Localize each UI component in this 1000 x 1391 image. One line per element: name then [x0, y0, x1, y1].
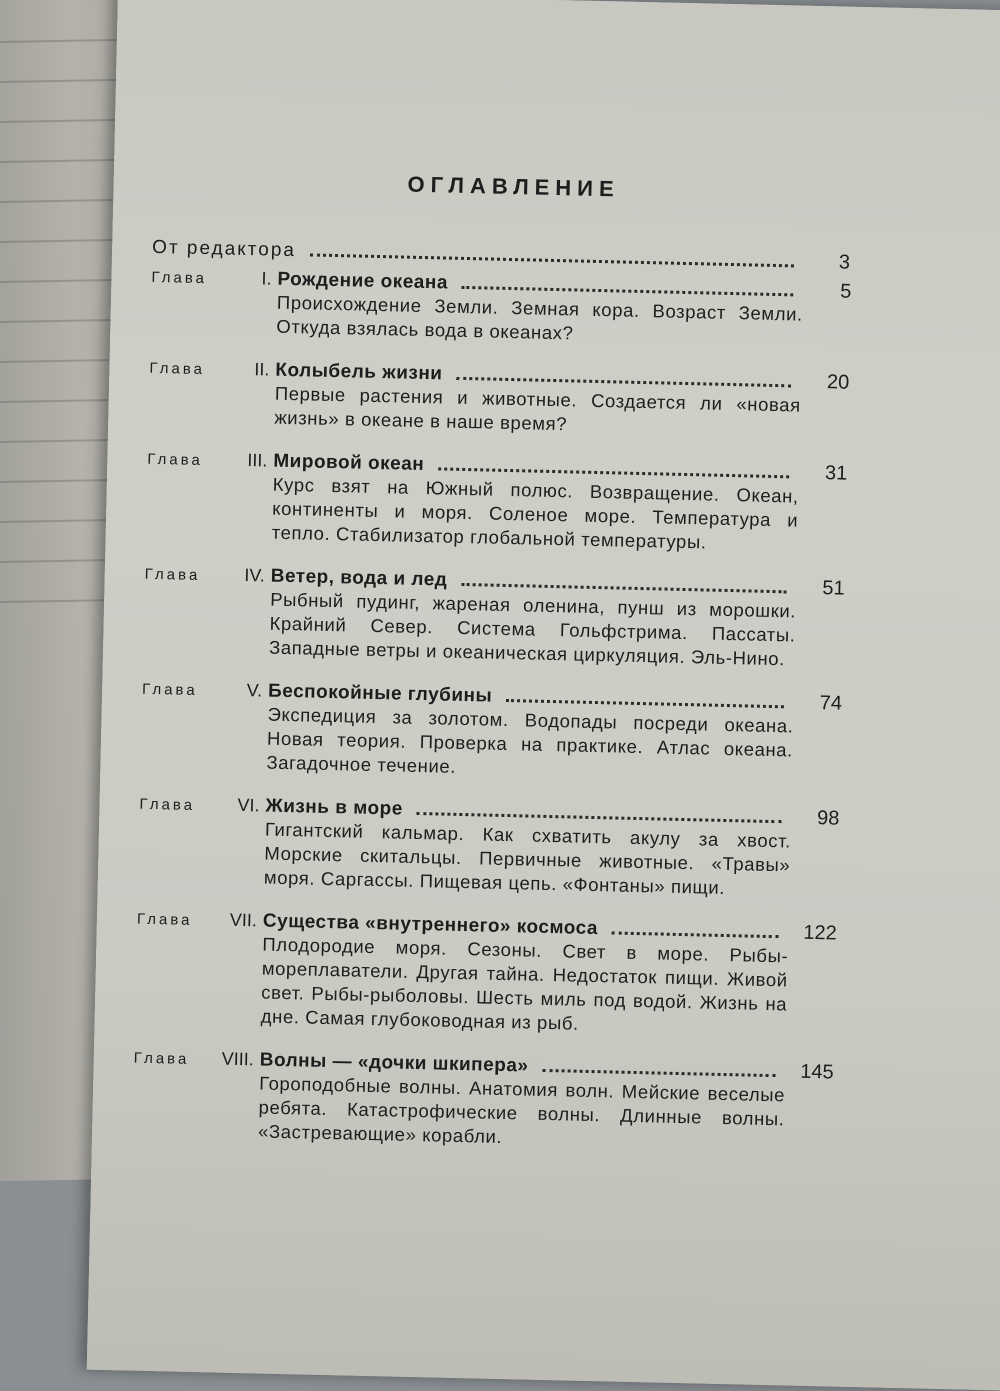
toc-chapter-6 [138, 792, 840, 903]
chapter-word: Глава [147, 450, 204, 470]
chapter-numeral: I. [261, 268, 272, 289]
toc-chapter-2 [148, 356, 849, 443]
chapter-description: Плодородие моря. Сезоны. Свет в море. Рыбы-мореплаватели. Другая тайна. Недостаток пищи. Живой свет. Рыбы-рыболовы. Шесть миль под водой. Жизнь на дне. Самая глубоководная из рыб. [260, 933, 789, 1034]
chapter-word: Глава [149, 359, 206, 379]
chapter-title: Ветер, вода и лед [270, 565, 448, 591]
chapter-page-number: 145 [800, 1060, 834, 1084]
editor-label: От редактора [151, 236, 297, 262]
chapter-title: Колыбель жизни [275, 359, 443, 385]
chapter-page-number: 20 [826, 371, 850, 394]
chapter-word: Глава [151, 268, 208, 288]
chapter-page-number: 122 [803, 921, 838, 945]
chapter-title: Рождение океана [277, 268, 449, 294]
leader-dots [612, 931, 779, 938]
toc-chapter-4 [143, 562, 845, 673]
leader-dots [542, 1069, 775, 1077]
book-page [87, 0, 1000, 1391]
chapter-word: Глава [141, 680, 198, 699]
toc-chapter-7 [135, 907, 838, 1042]
chapter-description: Гороподобные волны. Анатомия волн. Мейские веселые ребята. Катастрофические волны. Длинные волны. «Застревающие» корабли. [257, 1072, 786, 1148]
chapter-numeral: VII. [229, 909, 258, 931]
leader-dots [310, 253, 794, 267]
chapter-title: Существа «внутреннего» космоса [262, 910, 599, 940]
toc-chapter-8 [132, 1046, 834, 1157]
chapter-description: Первые растения и животные. Создается ли «новая жизнь» в океане в наше время? [274, 382, 801, 435]
chapter-numeral: V. [246, 680, 263, 701]
chapter-page-number: 74 [819, 692, 843, 715]
chapter-numeral: II. [254, 359, 270, 380]
chapter-description: Происхождение Земли. Земная кора. Возраст Земли. Откуда взялась вода в океанах? [276, 291, 804, 344]
chapter-numeral: VI. [237, 794, 260, 816]
toc-title: ОГЛАВЛЕНИЕ [407, 171, 620, 202]
leader-dots [456, 377, 791, 388]
chapter-word: Глава [139, 795, 196, 814]
leader-dots [461, 583, 786, 593]
chapter-word: Глава [133, 1049, 190, 1068]
toc-chapter-1 [150, 265, 851, 352]
leader-dots [462, 286, 794, 297]
chapter-description: Экспедиция за золотом. Водопады посреди океана. Новая теория. Проверка на практике. Атлас океана. Загадочное течение. [266, 703, 794, 777]
chapter-page-number: 31 [824, 462, 848, 485]
chapter-description: Рыбный пудинг, жареная оленина, пунш из морошки. Крайний Север. Система Гольфстрима. Пассаты. Западные ветры и океаническая циркуляция. Эль-Нино. [268, 588, 797, 670]
chapter-numeral: III. [247, 450, 268, 471]
chapter-title: Мировой океан [273, 450, 425, 476]
chapter-numeral: IV. [244, 565, 265, 586]
table-of-contents [131, 166, 853, 1177]
chapter-page-number: 51 [822, 577, 845, 600]
toc-chapter-3 [145, 447, 847, 558]
leader-dots [506, 699, 784, 708]
chapter-numeral: VIII. [221, 1048, 255, 1070]
chapter-title: Беспокойные глубины [267, 680, 493, 707]
chapter-word: Глава [136, 910, 193, 929]
chapter-title: Волны — «дочки шкипера» [259, 1049, 529, 1077]
chapter-page-number: 5 [839, 280, 852, 303]
chapter-title: Жизнь в море [265, 795, 404, 820]
chapter-word: Глава [144, 565, 201, 585]
editor-page-number: 3 [838, 251, 853, 274]
chapter-description: Курс взят на Южный полюс. Возвращение. Океан, континенты и моря. Соленое море. Температура и тепло. Стабилизатор глобальной температуры. [271, 473, 799, 553]
chapter-list [132, 265, 852, 1157]
chapter-page-number: 98 [816, 807, 840, 830]
toc-chapter-5 [140, 677, 842, 788]
chapter-description: Гигантский кальмар. Как схватить акулу за хвост. Морские скитальцы. Первичные животные. «Травы» моря. Саргассы. Пищевая цепь. «Фонтаны» пищи. [263, 818, 792, 899]
